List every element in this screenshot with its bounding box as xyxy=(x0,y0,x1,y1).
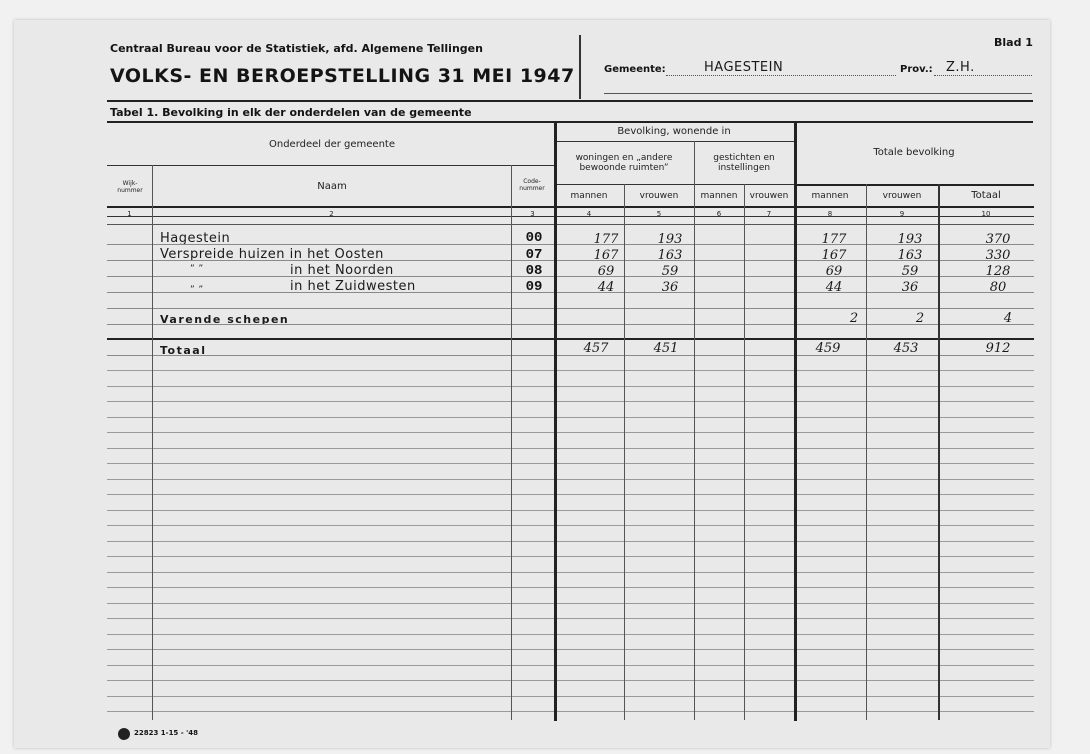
rule-line xyxy=(107,680,1034,681)
rule-line xyxy=(107,355,1034,356)
colnum-6: 6 xyxy=(716,210,722,218)
row-naam-oosten: Verspreide huizen in het Oosten xyxy=(160,247,384,262)
cell-w-m: 457 xyxy=(583,341,609,356)
cell-t-v: 453 xyxy=(893,341,919,356)
cell-t-m: 44 xyxy=(825,280,843,295)
rule-line xyxy=(152,165,153,720)
rule-line xyxy=(107,401,1034,402)
row-code-07: 07 xyxy=(525,247,543,263)
rule-line xyxy=(554,184,794,185)
col-w-mannen: mannen xyxy=(570,191,608,201)
cell-t-v: 36 xyxy=(901,280,919,295)
colnum-2: 2 xyxy=(329,210,334,218)
cell-w-v: 163 xyxy=(657,248,683,263)
rule-line xyxy=(107,448,1034,449)
rule-line xyxy=(107,308,1034,309)
ditto-marks: ” ” xyxy=(190,285,204,295)
row-naam-hagestein: Hagestein xyxy=(160,231,231,246)
colnum-7: 7 xyxy=(766,210,772,218)
cell-t-t: 4 xyxy=(1003,311,1013,326)
publisher-logo-icon xyxy=(118,728,130,740)
rule-line xyxy=(107,618,1034,619)
rule-line xyxy=(107,244,1034,245)
cell-w-m: 44 xyxy=(597,280,615,295)
row-naam-noorden: in het Noorden xyxy=(290,263,394,278)
cell-t-m: 167 xyxy=(821,248,847,263)
col-g-mannen: mannen xyxy=(700,191,738,201)
cell-t-t: 330 xyxy=(985,248,1011,263)
col-wijknummer: Wijk- nummer xyxy=(117,180,143,194)
col-w-vrouwen: vrouwen xyxy=(639,191,679,201)
gemeente-label: Gemeente: xyxy=(604,64,666,75)
cell-w-v: 451 xyxy=(653,341,679,356)
rule-line xyxy=(107,165,554,166)
cell-w-m: 167 xyxy=(593,248,619,263)
rule-line xyxy=(794,121,797,721)
rule-line xyxy=(694,141,695,720)
rule-line xyxy=(107,541,1034,542)
col-g-vrouwen: vrouwen xyxy=(749,191,789,201)
rule-line xyxy=(107,206,1034,208)
rule-line xyxy=(107,711,1034,712)
col-onderdeel: Onderdeel der gemeente xyxy=(268,139,395,150)
col-totaal: Totaal xyxy=(971,190,1001,201)
col-t-mannen: mannen xyxy=(811,191,849,201)
rule-line xyxy=(107,572,1034,573)
rule-line xyxy=(107,494,1034,495)
rule-line xyxy=(107,338,1034,340)
rule-line xyxy=(107,417,1034,418)
cell-w-v: 36 xyxy=(661,280,679,295)
rule-line xyxy=(107,386,1034,387)
colnum-9: 9 xyxy=(899,210,905,218)
cell-t-m: 177 xyxy=(821,232,847,247)
rule-line xyxy=(107,216,1034,217)
rule-line xyxy=(554,121,557,721)
row-naam-totaal: Totaal xyxy=(160,344,207,357)
rule-line xyxy=(107,603,1034,604)
header-divider xyxy=(579,35,581,99)
cell-t-t: 80 xyxy=(989,280,1007,295)
cell-t-m: 459 xyxy=(815,341,841,356)
rule-line xyxy=(107,276,1034,277)
cell-t-t: 912 xyxy=(985,341,1011,356)
bureau-name: Centraal Bureau voor de Statistiek, afd. Algemene Tellingen xyxy=(110,42,483,55)
col-totale-bevolking: Totale bevolking xyxy=(873,147,955,158)
prov-label: Prov.: xyxy=(900,64,933,75)
table-title: Tabel 1. Bevolking in elk der onderdelen van de gemeente xyxy=(110,106,472,119)
cell-t-v: 163 xyxy=(897,248,923,263)
col-woningen: woningen en „andere bewoonde ruimten” xyxy=(575,153,673,173)
row-code-08: 08 xyxy=(525,263,543,279)
cell-t-t: 370 xyxy=(985,232,1011,247)
ditto-marks: ” ” xyxy=(190,264,204,274)
row-code-09: 09 xyxy=(525,279,543,295)
cell-t-v: 193 xyxy=(897,232,923,247)
colnum-10: 10 xyxy=(981,210,991,218)
cell-t-m: 2 xyxy=(849,311,859,326)
col-codenummer: Code- nummer xyxy=(519,178,545,192)
rule-line xyxy=(107,432,1034,433)
rule-line xyxy=(511,165,512,720)
cell-t-v: 59 xyxy=(901,264,919,279)
rule-line xyxy=(866,184,867,720)
colnum-5: 5 xyxy=(656,210,662,218)
rule-line xyxy=(107,370,1034,371)
col-bevolking-wonende: Bevolking, wonende in xyxy=(617,126,731,137)
rule-line xyxy=(107,292,1034,293)
rule-line xyxy=(107,525,1034,526)
rule-line xyxy=(107,510,1034,511)
rule-line xyxy=(794,184,1034,186)
row-naam-varende: Varende schepen xyxy=(160,313,290,326)
row-naam-zuidwesten: in het Zuidwesten xyxy=(290,279,416,294)
table-top-rule xyxy=(107,121,1033,123)
prov-value: Z.H. xyxy=(946,60,975,75)
row-code-00: 00 xyxy=(525,230,543,246)
rule-line xyxy=(107,696,1034,697)
colnum-3: 3 xyxy=(530,210,535,218)
rule-line xyxy=(107,665,1034,666)
cell-w-m: 69 xyxy=(597,264,615,279)
rule-line xyxy=(107,463,1034,464)
cell-t-t: 128 xyxy=(985,264,1011,279)
rule-line xyxy=(107,324,1034,325)
rule-line xyxy=(107,587,1034,588)
rule-line xyxy=(624,184,625,720)
census-form xyxy=(14,20,1050,748)
rule-line xyxy=(107,479,1034,480)
col-gestichten: gestichten en instellingen xyxy=(713,153,775,173)
rule-line xyxy=(107,556,1034,557)
col-naam: Naam xyxy=(317,181,347,192)
colnum-1: 1 xyxy=(127,210,132,218)
cell-w-v: 193 xyxy=(657,232,683,247)
rule-line xyxy=(938,184,940,720)
cell-t-v: 2 xyxy=(915,311,925,326)
cell-w-v: 59 xyxy=(661,264,679,279)
cell-t-m: 69 xyxy=(825,264,843,279)
rule-line xyxy=(744,184,745,720)
colnum-8: 8 xyxy=(827,210,833,218)
cell-w-m: 177 xyxy=(593,232,619,247)
header-rule xyxy=(107,100,1033,102)
rule-line xyxy=(107,224,1034,225)
colnum-4: 4 xyxy=(586,210,592,218)
rule-line xyxy=(107,634,1034,635)
gemeente-value: HAGESTEIN xyxy=(704,60,784,75)
rule-line xyxy=(554,141,794,142)
blad-number: Blad 1 xyxy=(994,36,1033,49)
rule-line xyxy=(107,260,1034,261)
rule-line xyxy=(107,649,1034,650)
col-t-vrouwen: vrouwen xyxy=(882,191,922,201)
form-title: VOLKS- EN BEROEPSTELLING 31 MEI 1947 xyxy=(110,65,575,87)
form-code: 22823 1-15 - '48 xyxy=(134,729,198,737)
